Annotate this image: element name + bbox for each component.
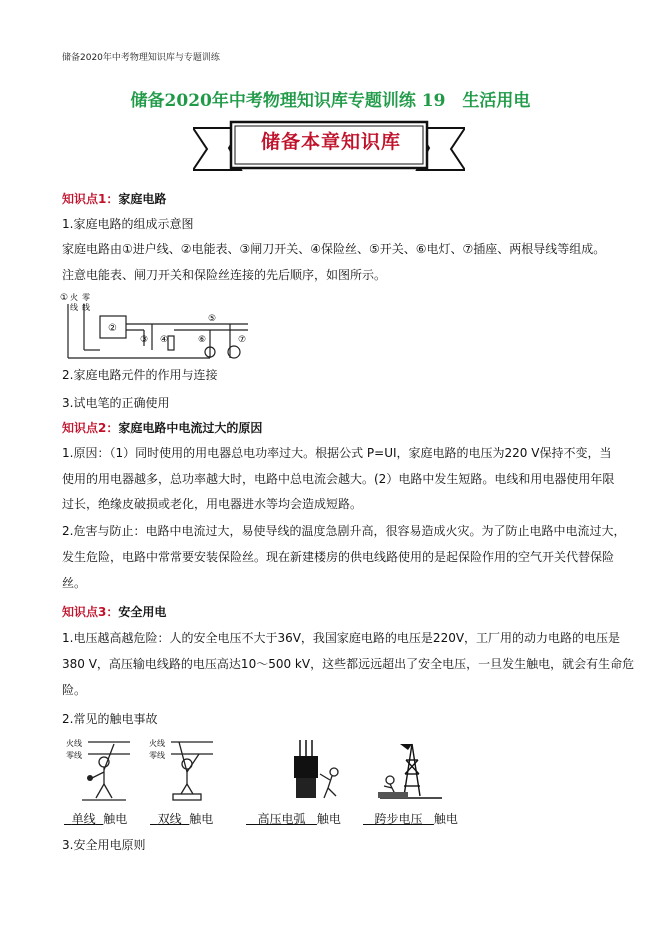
- s3-item2: 2.常见的触电事故: [62, 712, 158, 726]
- caption-suffix: 触电: [189, 812, 214, 826]
- s1-item1: 1.家庭电路的组成示意图: [62, 217, 194, 231]
- kp2-label: 知识点2：: [62, 421, 119, 435]
- caption-blank: 跨步电压: [374, 812, 423, 826]
- caption-step-voltage: [363, 810, 458, 827]
- fig2-fire-label: 火线: [149, 739, 165, 748]
- double-line-shock-figure: [145, 736, 215, 802]
- diagram-label-line-b: 线: [82, 303, 90, 312]
- s1-item3: 3.试电笔的正确使用: [62, 396, 170, 410]
- knowledge-point-1: [62, 192, 166, 206]
- diagram-label-line-a: 线: [70, 303, 78, 312]
- s2-harm-line2: 发生危险，电路中常常要安装保险丝。现在新建楼房的供电线路使用的是起保险作用的空气开关代替保险: [62, 550, 615, 564]
- fig1-fire-label: 火线: [66, 739, 82, 748]
- s2-harm-line3: 丝。: [62, 576, 87, 590]
- s1-text1: 家庭电路由①进户线、②电能表、③闸刀开关、④保险丝、⑤开关、⑥电灯、⑦插座、两根导线等组成。: [62, 242, 606, 256]
- diagram-label-5: ⑤: [208, 314, 217, 324]
- diagram-label-zero: 零: [82, 293, 90, 302]
- kp1-title: 家庭电路: [118, 192, 167, 206]
- kp1-label: 知识点1：: [62, 192, 119, 206]
- page-header: 储备2020年中考物理知识库与专题训练: [62, 53, 220, 63]
- knowledge-point-2: [62, 421, 262, 435]
- knowledge-point-3: [62, 605, 166, 619]
- fig1-zero-label: 零线: [66, 751, 82, 760]
- caption-high-voltage-arc: [246, 810, 341, 827]
- diagram-label-fire: 火: [70, 293, 78, 302]
- diagram-label-3: ③: [140, 335, 149, 345]
- banner-title: 储备本章知识库: [260, 131, 401, 153]
- caption-suffix: 触电: [433, 812, 458, 826]
- caption-blank: 双线: [157, 812, 182, 826]
- diagram-label-7: ⑦: [238, 335, 247, 345]
- s3-voltage-line3: 险。: [62, 683, 87, 697]
- caption-suffix: 触电: [316, 812, 341, 826]
- diagram-label-2: ②: [108, 323, 117, 334]
- high-voltage-arc-figure: [286, 738, 346, 802]
- caption-blank: 单线: [71, 812, 96, 826]
- diagram-label-6: ⑥: [198, 335, 207, 345]
- page-title: 储备2020年中考物理知识库专题训练 19 生活用电: [130, 91, 531, 111]
- s2-cause-line3: 过长，绝缘皮破损或老化，用电器进水等均会造成短路。: [62, 497, 363, 511]
- diagram-label-1: ①: [60, 293, 69, 303]
- single-line-shock-figure: [62, 736, 132, 802]
- diagram-label-4: ④: [160, 335, 169, 345]
- household-circuit-diagram: [60, 290, 260, 362]
- kp3-title: 安全用电: [118, 605, 167, 619]
- s3-item3: 3.安全用电原则: [62, 838, 146, 852]
- caption-suffix: 触电: [103, 812, 128, 826]
- kp3-label: 知识点3：: [62, 605, 119, 619]
- s2-harm-line1: 2.危害与防止：电路中电流过大，易使导线的温度急剧升高，很容易造成火灾。为了防止电路中电流过大，: [62, 524, 626, 538]
- kp2-title: 家庭电路中电流过大的原因: [118, 421, 263, 435]
- s3-voltage-line1: 1.电压越高越危险：人的安全电压不大于36V，我国家庭电路的电压是220V，工厂用的动力电路的电压是: [62, 631, 621, 645]
- s1-text2: 注意电能表、闸刀开关和保险丝连接的先后顺序，如图所示。: [62, 268, 387, 282]
- s3-voltage-line2: 380 V，高压输电线路的电压高达10～500 kV，这些都远远超出了安全电压，一旦发生触电，就会有生命危: [62, 657, 635, 671]
- s2-cause-line1: 1.原因：（1）同时使用的用电器总电功率过大。根据公式 P=UI，家庭电路的电压为220 V保持不变，当: [62, 446, 612, 460]
- step-voltage-figure: [376, 740, 446, 802]
- caption-double-line: [150, 810, 213, 827]
- caption-single-line: [64, 810, 127, 827]
- caption-blank: 高压电弧: [257, 812, 306, 826]
- s2-cause-line2: 使用的用电器越多，总功率越大时，电路中总电流会越大。(2）电路中发生短路。电线和用电器使用年限: [62, 472, 615, 486]
- s1-item2: 2.家庭电路元件的作用与连接: [62, 368, 218, 382]
- fig2-zero-label: 零线: [149, 751, 165, 760]
